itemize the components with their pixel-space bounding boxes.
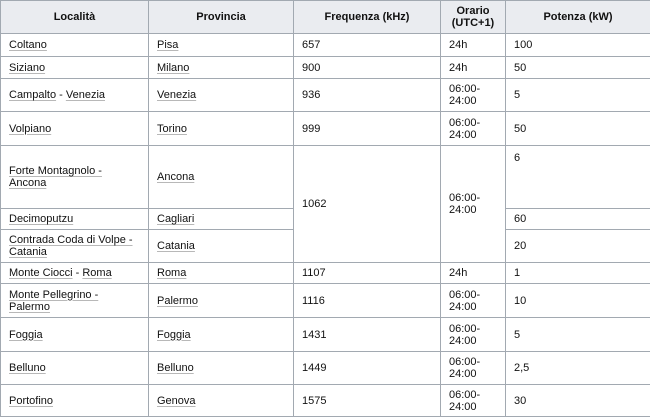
provincia-cell <box>149 146 294 209</box>
table-row <box>1 146 650 209</box>
localita-link[interactable]: Volpiano <box>9 122 52 135</box>
localita-city-link[interactable]: Venezia <box>65 89 106 101</box>
frequenza-cell: 900 <box>294 57 441 79</box>
provincia-link[interactable]: Genova <box>157 394 196 407</box>
table-row <box>1 112 650 146</box>
localita-link[interactable]: Belluno <box>9 362 46 374</box>
provincia-link[interactable]: Pisa <box>157 39 179 51</box>
localita-cell <box>1 385 149 417</box>
localita-link[interactable]: Forte Montagnolo - Ancona <box>9 165 102 189</box>
orario-cell: 06:00-24:00 <box>441 318 506 352</box>
provincia-link[interactable]: Foggia <box>157 328 191 341</box>
header-provincia: Provincia <box>149 1 294 34</box>
header-frequenza: Frequenza (kHz) <box>294 1 441 34</box>
provincia-cell <box>149 79 294 112</box>
potenza-cell: 10 <box>506 284 650 318</box>
localita-link[interactable]: Monte Ciocci <box>9 267 73 279</box>
localita-link[interactable]: Monte Pellegrino - Palermo <box>9 288 99 313</box>
provincia-link[interactable]: Cagliari <box>157 213 195 225</box>
localita-cell <box>1 112 149 146</box>
localita-link[interactable]: Foggia <box>9 328 43 341</box>
localita-separator: - <box>72 267 83 279</box>
provincia-link[interactable]: Catania <box>157 240 195 252</box>
provincia-cell <box>149 230 294 263</box>
orario-cell: 06:00-24:00 <box>441 146 506 263</box>
potenza-cell: 20 <box>506 230 650 263</box>
provincia-link[interactable]: Venezia <box>157 89 197 101</box>
provincia-link[interactable]: Palermo <box>157 294 198 307</box>
localita-cell <box>1 34 149 57</box>
frequenza-cell: 1575 <box>294 385 441 417</box>
provincia-cell <box>149 209 294 230</box>
potenza-cell: 50 <box>506 112 650 146</box>
provincia-link[interactable]: Milano <box>157 61 190 74</box>
header-row <box>1 1 650 34</box>
localita-link[interactable]: Decimoputzu <box>9 213 74 225</box>
localita-cell <box>1 352 149 385</box>
potenza-cell: 2,5 <box>506 352 650 385</box>
provincia-cell <box>149 352 294 385</box>
potenza-cell: 5 <box>506 79 650 112</box>
table-row <box>1 385 650 417</box>
potenza-cell: 60 <box>506 209 650 230</box>
header-localita: Località <box>1 1 149 34</box>
frequenza-cell: 936 <box>294 79 441 112</box>
localita-cell <box>1 79 149 112</box>
table-row <box>1 34 650 57</box>
localita-link[interactable]: Siziano <box>9 61 46 74</box>
provincia-cell <box>149 263 294 284</box>
localita-cell <box>1 209 149 230</box>
table-row <box>1 79 650 112</box>
localita-link[interactable]: Coltano <box>9 39 47 51</box>
orario-cell: 06:00-24:00 <box>441 352 506 385</box>
table-row <box>1 57 650 79</box>
localita-cell <box>1 146 149 209</box>
localita-cell <box>1 263 149 284</box>
provincia-link[interactable]: Ancona <box>157 171 195 183</box>
localita-cell <box>1 284 149 318</box>
orario-cell: 24h <box>441 34 506 57</box>
potenza-cell: 6 <box>506 146 650 209</box>
localita-city-link[interactable]: Roma <box>82 267 112 279</box>
orario-cell: 24h <box>441 57 506 79</box>
provincia-cell <box>149 385 294 417</box>
orario-cell: 06:00-24:00 <box>441 385 506 417</box>
frequenza-cell: 1116 <box>294 284 441 318</box>
header-orario: Orario (UTC+1) <box>441 1 506 34</box>
frequenza-cell: 1107 <box>294 263 441 284</box>
localita-link[interactable]: Campalto <box>9 89 57 101</box>
table-row <box>1 263 650 284</box>
frequenza-cell: 999 <box>294 112 441 146</box>
provincia-link[interactable]: Roma <box>157 267 187 279</box>
orario-cell: 24h <box>441 263 506 284</box>
potenza-cell: 30 <box>506 385 650 417</box>
provincia-cell <box>149 318 294 352</box>
frequenza-cell: 1431 <box>294 318 441 352</box>
header-potenza: Potenza (kW) <box>506 1 650 34</box>
provincia-cell <box>149 284 294 318</box>
localita-link[interactable]: Contrada Coda di Volpe - Catania <box>9 234 133 258</box>
provincia-link[interactable]: Torino <box>157 122 187 135</box>
orario-cell: 06:00-24:00 <box>441 284 506 318</box>
table-row <box>1 352 650 385</box>
table-row <box>1 284 650 318</box>
provincia-cell <box>149 34 294 57</box>
provincia-cell <box>149 57 294 79</box>
potenza-cell: 5 <box>506 318 650 352</box>
localita-separator: - <box>56 89 66 101</box>
potenza-cell: 50 <box>506 57 650 79</box>
frequenza-cell: 1062 <box>294 146 441 263</box>
frequenza-cell: 657 <box>294 34 441 57</box>
potenza-cell: 1 <box>506 263 650 284</box>
localita-cell <box>1 318 149 352</box>
localita-cell <box>1 57 149 79</box>
table-row <box>1 318 650 352</box>
orario-cell: 06:00-24:00 <box>441 79 506 112</box>
orario-cell: 06:00-24:00 <box>441 112 506 146</box>
localita-link[interactable]: Portofino <box>9 394 54 407</box>
frequenza-cell: 1449 <box>294 352 441 385</box>
provincia-cell <box>149 112 294 146</box>
provincia-link[interactable]: Belluno <box>157 362 194 374</box>
potenza-cell: 100 <box>506 34 650 57</box>
localita-cell <box>1 230 149 263</box>
